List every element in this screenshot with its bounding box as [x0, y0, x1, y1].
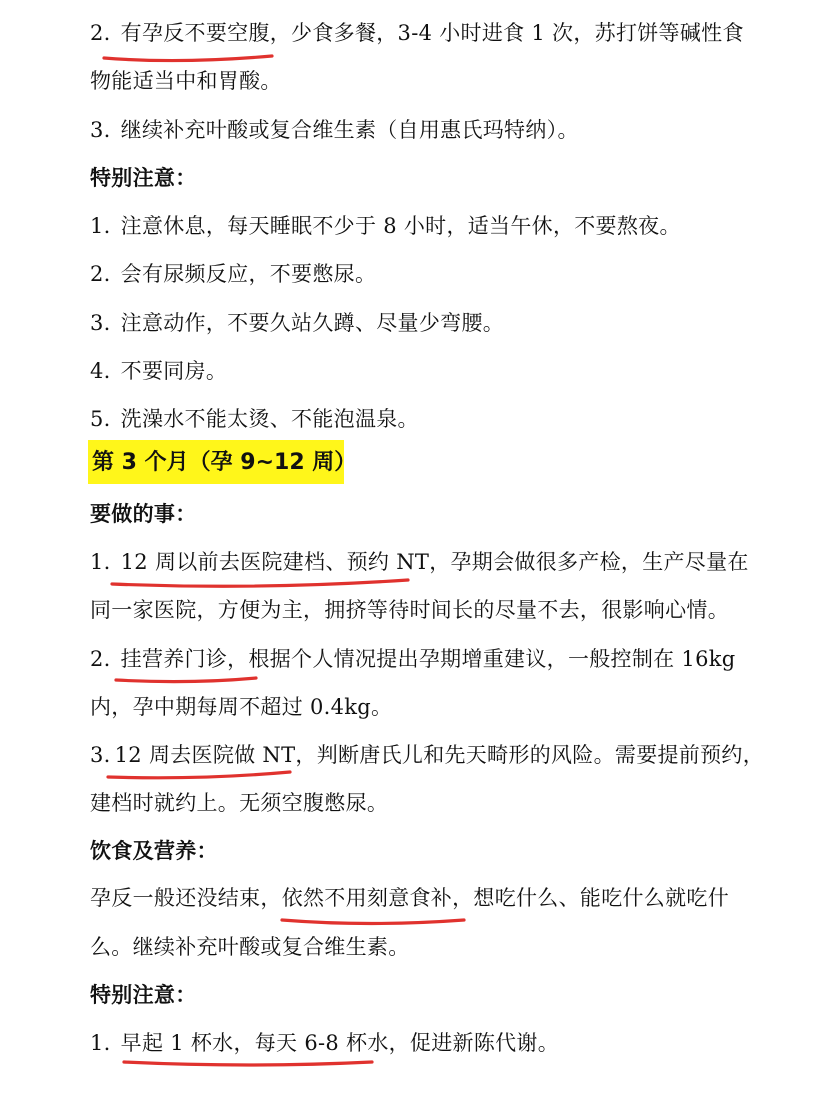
- red-underline-6: [124, 1062, 372, 1065]
- list-text: 洗澡水不能太烫、不能泡温泉。: [120, 407, 419, 431]
- section-label: [90, 836, 218, 866]
- list-number: 3.: [90, 743, 111, 767]
- list-item: [90, 547, 749, 577]
- section-label: [90, 163, 197, 193]
- list-number: 2.: [90, 21, 111, 45]
- red-underline-2: [112, 580, 408, 586]
- list-number: 1.: [90, 214, 111, 238]
- section-label-text: 要做的事：: [90, 502, 197, 526]
- paragraph-line: [90, 692, 392, 722]
- list-text: 注意动作，不要久站久蹲、尽量少弯腰。: [120, 311, 505, 335]
- list-text: 继续补充叶酸或复合维生素（自用惠氏玛特纳）。: [120, 118, 579, 142]
- paragraph-text: 么。继续补充叶酸或复合维生素。: [90, 935, 410, 959]
- list-item: [90, 308, 504, 338]
- list-text: 有孕反不要空腹，少食多餐，3-4 小时进食 1 次，苏打饼等碱性食: [120, 21, 744, 45]
- list-item: [90, 211, 681, 241]
- list-text: 早起 1 杯水，每天 6-8 杯水，促进新陈代谢。: [120, 1031, 560, 1055]
- red-underline-4: [108, 772, 290, 778]
- list-item: [90, 644, 736, 674]
- list-item: [90, 259, 376, 289]
- list-item: [90, 115, 579, 145]
- list-item: [90, 740, 764, 770]
- list-number: 4.: [90, 359, 111, 383]
- list-text: 挂营养门诊，根据个人情况提出孕期增重建议，一般控制在 16kg: [120, 647, 736, 671]
- red-underline-5: [282, 920, 464, 924]
- list-text: 不要同房。: [120, 359, 228, 383]
- section-label: [90, 980, 197, 1010]
- list-number: 1.: [90, 550, 111, 574]
- section-label-text: 特别注意：: [90, 983, 197, 1007]
- list-number: 1.: [90, 1031, 111, 1055]
- paragraph-line: [90, 883, 729, 913]
- list-number: 2.: [90, 262, 111, 286]
- list-number: 3.: [90, 311, 111, 335]
- list-text: 建档时就约上。无须空腹憋尿。: [90, 791, 389, 815]
- paragraph-line: [90, 788, 388, 818]
- list-item: [90, 1028, 559, 1058]
- red-underline-3: [116, 678, 256, 682]
- red-underline-1: [104, 56, 272, 61]
- section-label: [90, 499, 197, 529]
- list-number: 2.: [90, 647, 111, 671]
- paragraph-line: [90, 595, 729, 625]
- list-number: 3.: [90, 118, 111, 142]
- list-text: 物能适当中和胃酸。: [90, 69, 282, 93]
- list-text: 会有尿频反应，不要憋尿。: [120, 262, 377, 286]
- list-text: 内，孕中期每周不超过 0.4kg。: [90, 695, 393, 719]
- list-text: 12 周去医院做 NT，判断唐氏儿和先天畸形的风险。需要提前预约，: [114, 743, 764, 767]
- list-item: [90, 404, 419, 434]
- list-text: 注意休息，每天睡眠不少于 8 小时，适当午休，不要熬夜。: [120, 214, 681, 238]
- paragraph-text: 孕反一般还没结束，依然不用刻意食补，想吃什么、能吃什么就吃什: [90, 886, 729, 910]
- paragraph-line: [90, 66, 282, 96]
- paragraph-line: [90, 932, 410, 962]
- list-text: 同一家医院，方便为主，拥挤等待时间长的尽量不去，很影响心情。: [90, 598, 729, 622]
- list-text: 12 周以前去医院建档、预约 NT，孕期会做很多产检，生产尽量在: [120, 550, 749, 574]
- section-label-text: 饮食及营养：: [90, 839, 218, 863]
- section-label-text: 特别注意：: [90, 166, 197, 190]
- list-number: 5.: [90, 407, 111, 431]
- list-item: [90, 18, 744, 48]
- list-item: [90, 356, 227, 386]
- section-heading: 第 3 个月（孕 9~12 周）: [92, 450, 357, 475]
